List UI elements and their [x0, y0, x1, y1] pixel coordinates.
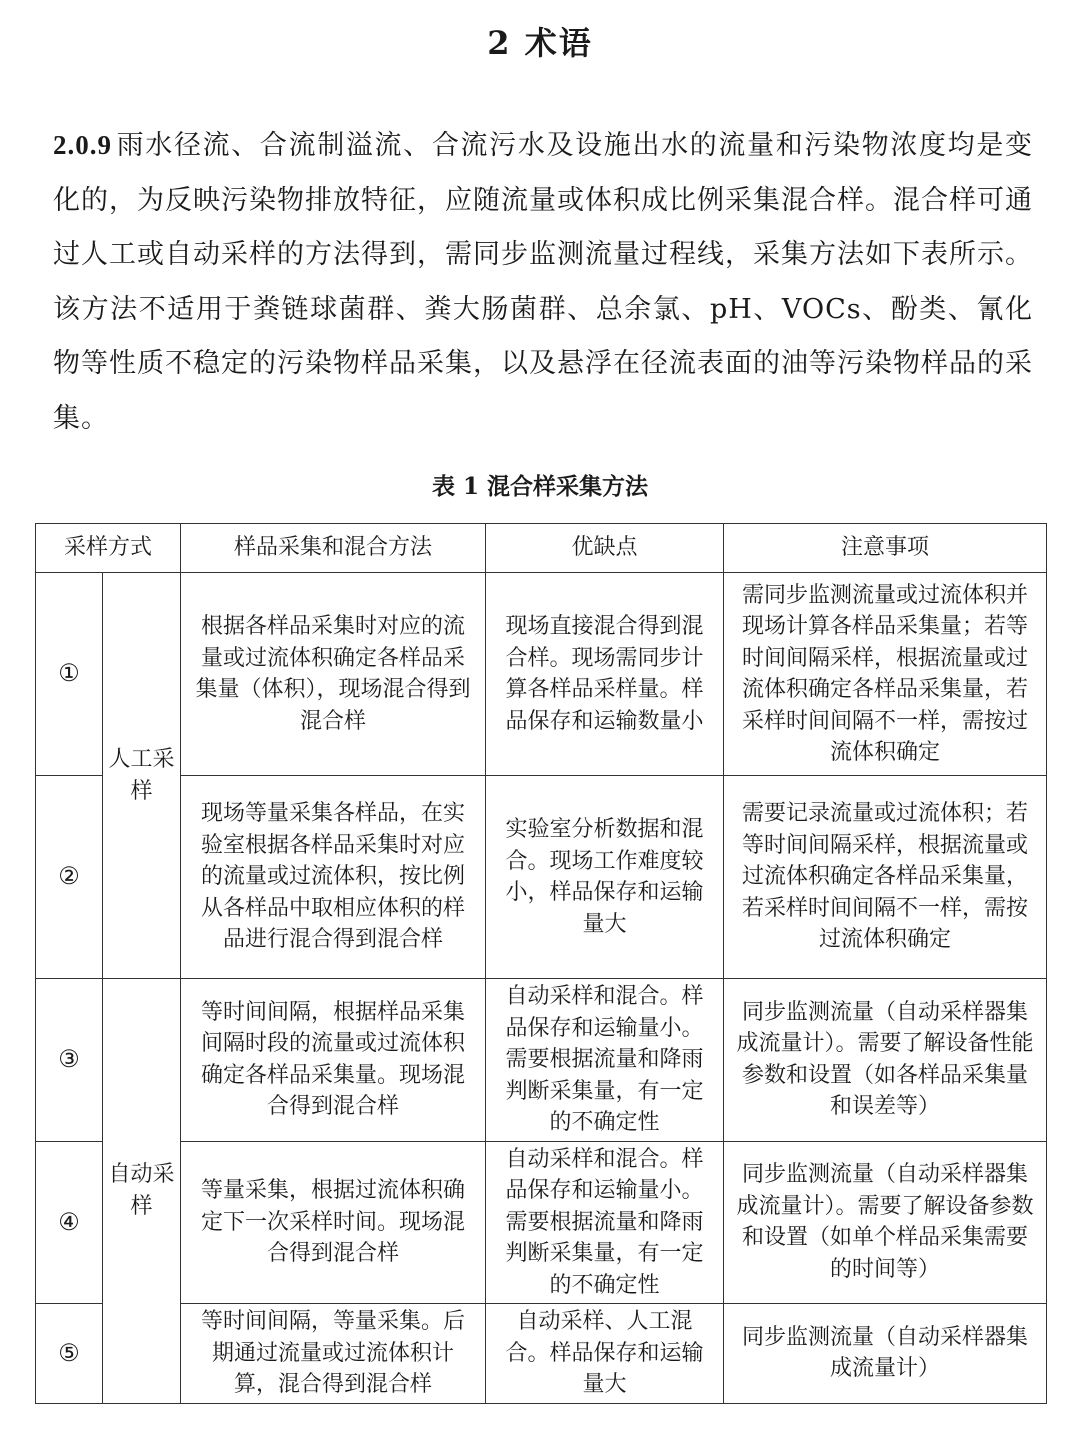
pros-cons-cell: 自动采样、人工混合。样品保存和运输量大	[486, 1304, 724, 1404]
group-manual: 人工采样	[103, 573, 181, 979]
method-cell: 现场等量采集各样品，在实验室根据各样品采集时对应的流量或过流体积，按比例从各样品中取相应体积的样品进行混合得到混合样	[181, 776, 486, 979]
header-notes: 注意事项	[724, 524, 1047, 573]
pros-cons-cell: 自动采样和混合。样品保存和运输量小。需要根据流量和降雨判断采集量，有一定的不确定性	[486, 979, 724, 1142]
method-cell: 等时间间隔，等量采集。后期通过流量或过流体积计算，混合得到混合样	[181, 1304, 486, 1404]
row-number: ①	[36, 573, 103, 776]
header-method: 样品采集和混合方法	[181, 524, 486, 573]
pros-cons-cell: 实验室分析数据和混合。现场工作难度较小，样品保存和运输量大	[486, 776, 724, 979]
method-cell: 等量采集，根据过流体积确定下一次采样时间。现场混合得到混合样	[181, 1141, 486, 1304]
clause-paragraph	[53, 118, 1033, 446]
pros-cons-cell: 自动采样和混合。样品保存和运输量小。需要根据流量和降雨判断采集量，有一定的不确定性	[486, 1141, 724, 1304]
notes-cell: 同步监测流量（自动采样器集成流量计）。需要了解设备性能参数和设置（如各样品采集量和误差等）	[724, 979, 1047, 1142]
method-cell: 等时间间隔，根据样品采集间隔时段的流量或过流体积确定各样品采集量。现场混合得到混合样	[181, 979, 486, 1142]
table-row	[36, 1304, 1047, 1404]
table-header-row	[36, 524, 1047, 573]
method-cell: 根据各样品采集时对应的流量或过流体积确定各样品采集量（体积），现场混合得到混合样	[181, 573, 486, 776]
clause-number: 2.0.9	[53, 130, 112, 160]
header-mode: 采样方式	[36, 524, 181, 573]
notes-cell: 需同步监测流量或过流体积并现场计算各样品采集量；若等时间间隔采样，根据流量或过流体积确定各样品采集量，若采样时间间隔不一样，需按过流体积确定	[724, 573, 1047, 776]
row-number: ②	[36, 776, 103, 979]
row-number: ⑤	[36, 1304, 103, 1404]
clause-text: 雨水径流、合流制溢流、合流污水及设施出水的流量和污染物浓度均是变化的，为反映污染物排放特征，应随流量或体积成比例采集混合样。混合样可通过人工或自动采样的方法得到，需同步监测流量过程线，采集方法如下表所示。该方法不适用于粪链球菌群、粪大肠菌群、总余氯、pH、VOCs、酚类、氰化物等性质不稳定的污染物样品采集，以及悬浮在径流表面的油等污染物样品的采集。	[53, 130, 1033, 434]
table-row	[36, 979, 1047, 1142]
row-number: ④	[36, 1141, 103, 1304]
pros-cons-cell: 现场直接混合得到混合样。现场需同步计算各样品采样量。样品保存和运输数量小	[486, 573, 724, 776]
group-automatic: 自动采样	[103, 979, 181, 1404]
sampling-methods-table	[35, 523, 1047, 1404]
header-pros-cons: 优缺点	[486, 524, 724, 573]
row-number: ③	[36, 979, 103, 1142]
section-title: 2 术语	[487, 24, 593, 62]
table-row	[36, 776, 1047, 979]
table-caption: 表 1 混合样采集方法	[431, 473, 649, 500]
notes-cell: 同步监测流量（自动采样器集成流量计）	[724, 1304, 1047, 1404]
notes-cell: 需要记录流量或过流体积；若等时间间隔采样，根据流量或过流体积确定各样品采集量，若采样时间间隔不一样，需按过流体积确定	[724, 776, 1047, 979]
notes-cell: 同步监测流量（自动采样器集成流量计）。需要了解设备参数和设置（如单个样品采集需要的时间等）	[724, 1141, 1047, 1304]
table-row	[36, 1141, 1047, 1304]
table-row	[36, 573, 1047, 776]
